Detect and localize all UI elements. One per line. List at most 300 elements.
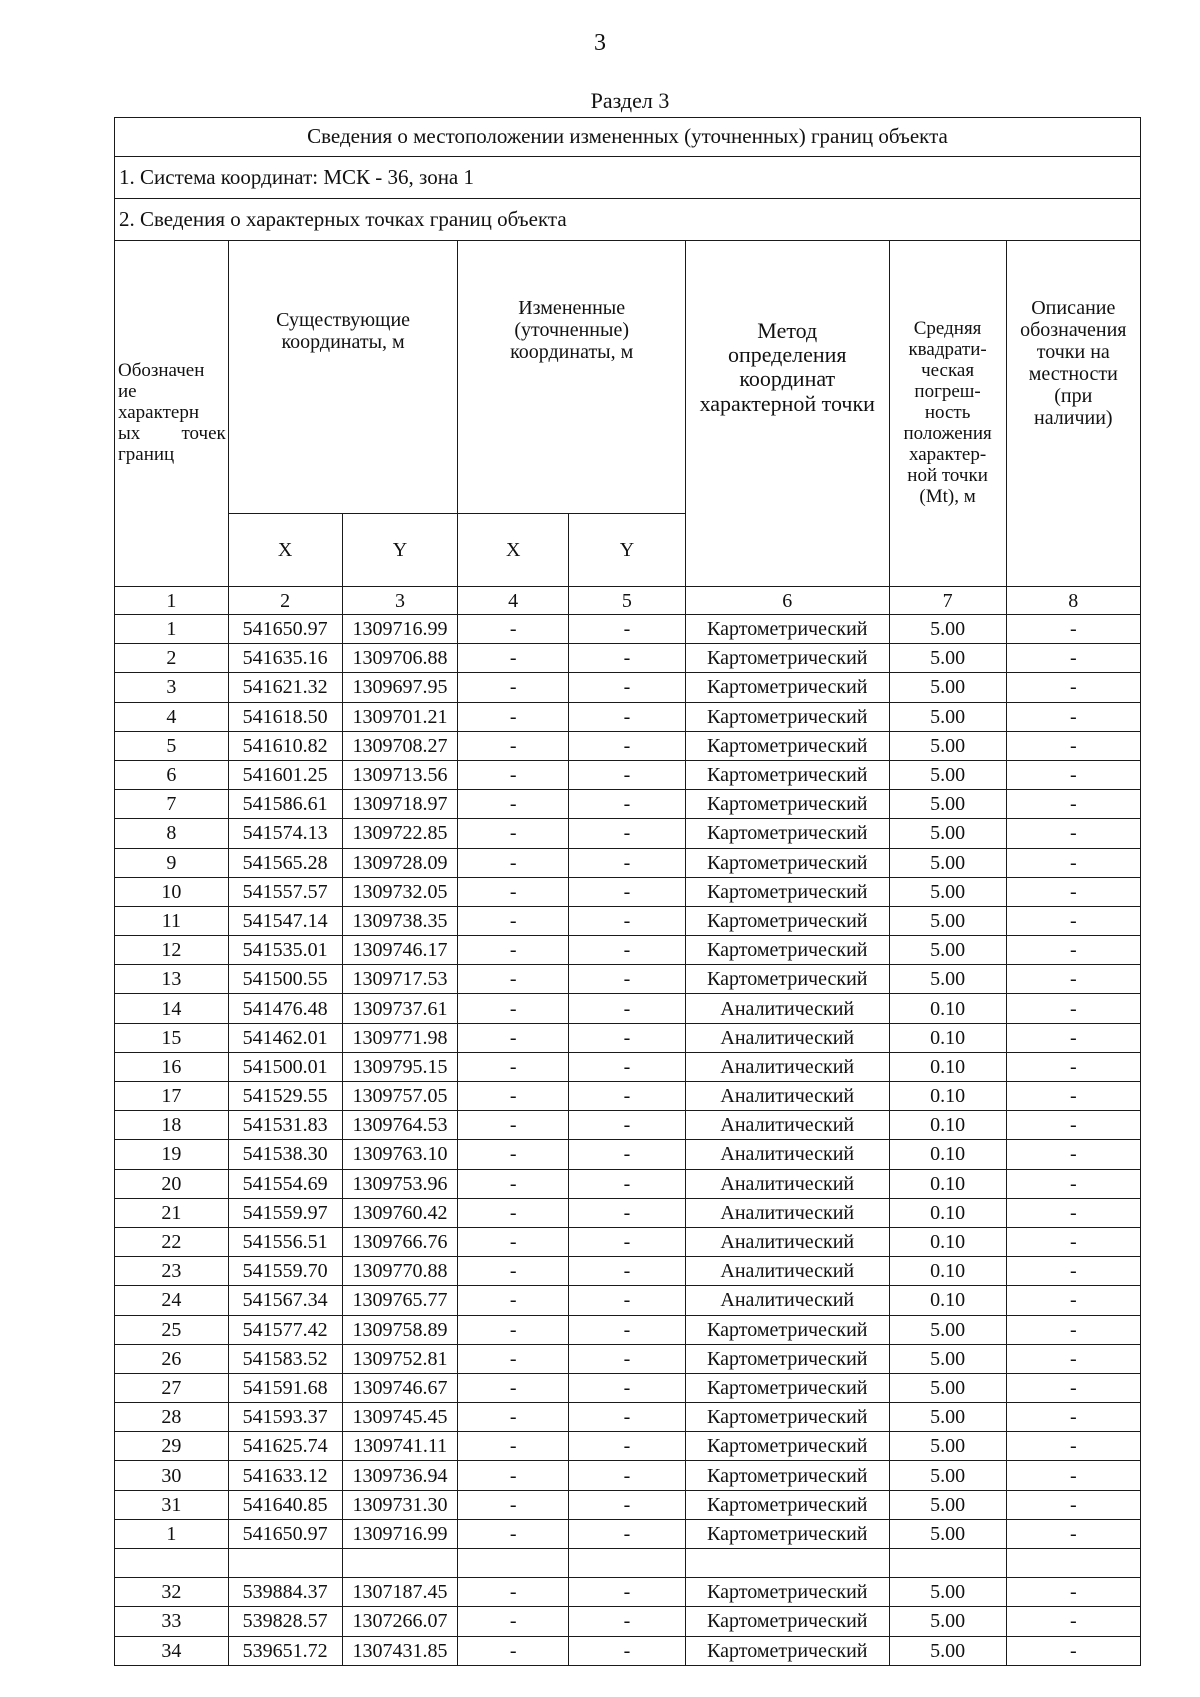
cell-point-id: 7	[115, 790, 229, 819]
cell-existing-y: 1309736.94	[342, 1461, 458, 1490]
cell-mse: 5.00	[889, 936, 1006, 965]
cell-changed-x: -	[458, 673, 569, 702]
cell-changed-y: -	[568, 1519, 685, 1548]
cell-method: Аналитический	[685, 1198, 889, 1227]
cell-existing-y: 1309713.56	[342, 760, 458, 789]
cell-existing-x: 541531.83	[228, 1111, 342, 1140]
cell-description: -	[1006, 1490, 1140, 1519]
header-existing-coords	[228, 241, 458, 514]
cell-existing-x: 541462.01	[228, 1023, 342, 1052]
cell-description: -	[1006, 790, 1140, 819]
cell-mse: 0.10	[889, 1257, 1006, 1286]
cell-method	[685, 1549, 889, 1578]
cell-description: -	[1006, 1023, 1140, 1052]
header-mse-line: квадрати-	[908, 339, 987, 361]
header-method-line: координат	[739, 366, 836, 392]
cell-changed-y: -	[568, 1344, 685, 1373]
table-row	[115, 1286, 1141, 1315]
cell-changed-y: -	[568, 1198, 685, 1227]
cell-description: -	[1006, 848, 1140, 877]
cell-mse: 5.00	[889, 1607, 1006, 1636]
cell-changed-x: -	[458, 1578, 569, 1607]
cell-existing-y: 1309763.10	[342, 1140, 458, 1169]
cell-existing-x: 541574.13	[228, 819, 342, 848]
cell-existing-x: 541583.52	[228, 1344, 342, 1373]
cell-changed-y: -	[568, 1169, 685, 1198]
cell-description: -	[1006, 1519, 1140, 1548]
cell-mse: 0.10	[889, 1023, 1006, 1052]
column-number: 8	[1006, 587, 1140, 615]
table-row	[115, 1140, 1141, 1169]
cell-method: Аналитический	[685, 1286, 889, 1315]
header-point-line: Обозначен	[118, 360, 205, 382]
cell-method: Картометрический	[685, 1578, 889, 1607]
cell-mse: 5.00	[889, 1315, 1006, 1344]
cell-changed-y: -	[568, 1636, 685, 1665]
cell-method: Картометрический	[685, 1490, 889, 1519]
cell-changed-y: -	[568, 1578, 685, 1607]
cell-existing-x: 541593.37	[228, 1403, 342, 1432]
cell-existing-y: 1307187.45	[342, 1578, 458, 1607]
cell-point-id: 12	[115, 936, 229, 965]
header-mse-line: характер-	[909, 443, 987, 465]
header-mse-line: ной точки	[907, 464, 988, 486]
table-row	[115, 1227, 1141, 1256]
cell-mse: 5.00	[889, 819, 1006, 848]
cell-description: -	[1006, 877, 1140, 906]
cell-description: -	[1006, 702, 1140, 731]
cell-existing-y: 1309717.53	[342, 965, 458, 994]
cell-existing-y: 1309741.11	[342, 1432, 458, 1461]
cell-changed-x: -	[458, 936, 569, 965]
cell-changed-y: -	[568, 936, 685, 965]
cell-changed-y: -	[568, 1461, 685, 1490]
cell-point-id: 29	[115, 1432, 229, 1461]
cell-existing-x: 541621.32	[228, 673, 342, 702]
cell-changed-y: -	[568, 848, 685, 877]
cell-existing-x: 541577.42	[228, 1315, 342, 1344]
header-point-word: точек	[181, 422, 226, 444]
cell-description: -	[1006, 965, 1140, 994]
cell-existing-x: 541586.61	[228, 790, 342, 819]
cell-existing-y: 1309738.35	[342, 906, 458, 935]
cell-description: -	[1006, 906, 1140, 935]
cell-existing-x: 539651.72	[228, 1636, 342, 1665]
cell-existing-x: 541650.97	[228, 1519, 342, 1548]
cell-point-id: 24	[115, 1286, 229, 1315]
cell-changed-y: -	[568, 1432, 685, 1461]
cell-changed-x: -	[458, 1111, 569, 1140]
header-point-word: ых	[118, 422, 141, 444]
table-row	[115, 1549, 1141, 1578]
cell-point-id: 32	[115, 1578, 229, 1607]
cell-existing-y: 1309731.30	[342, 1490, 458, 1519]
cell-description: -	[1006, 1636, 1140, 1665]
cell-description: -	[1006, 1578, 1140, 1607]
header-changed-line: Измененные	[518, 297, 626, 319]
table-row	[115, 906, 1141, 935]
cell-changed-x: -	[458, 1519, 569, 1548]
cell-description: -	[1006, 615, 1140, 644]
table-row	[115, 1111, 1141, 1140]
header-mse	[889, 241, 1006, 587]
cell-point-id: 10	[115, 877, 229, 906]
cell-mse: 5.00	[889, 673, 1006, 702]
table-row	[115, 965, 1141, 994]
cell-changed-x: -	[458, 1607, 569, 1636]
cell-mse: 5.00	[889, 644, 1006, 673]
cell-method: Картометрический	[685, 848, 889, 877]
cell-existing-y: 1307431.85	[342, 1636, 458, 1665]
cell-changed-y: -	[568, 877, 685, 906]
cell-mse: 5.00	[889, 1578, 1006, 1607]
header-description-line: обозначения	[1020, 319, 1127, 341]
cell-description: -	[1006, 731, 1140, 760]
table-row	[115, 1373, 1141, 1402]
table-row	[115, 1490, 1141, 1519]
header-existing-line: Существующие	[276, 309, 411, 331]
cell-method: Картометрический	[685, 1607, 889, 1636]
cell-existing-y: 1309758.89	[342, 1315, 458, 1344]
header-method-line: определения	[727, 342, 847, 368]
cell-changed-x: -	[458, 731, 569, 760]
header-changed-line: (уточненные)	[514, 319, 629, 341]
cell-description: -	[1006, 760, 1140, 789]
cell-mse: 0.10	[889, 1169, 1006, 1198]
table-row	[115, 877, 1141, 906]
cell-changed-x: -	[458, 790, 569, 819]
cell-changed-x: -	[458, 1315, 569, 1344]
cell-description: -	[1006, 1607, 1140, 1636]
cell-existing-x: 541535.01	[228, 936, 342, 965]
cell-changed-y	[568, 1549, 685, 1578]
cell-existing-x: 541559.70	[228, 1257, 342, 1286]
cell-description: -	[1006, 1344, 1140, 1373]
cell-method: Аналитический	[685, 1140, 889, 1169]
cell-changed-x: -	[458, 965, 569, 994]
table-row	[115, 1315, 1141, 1344]
cell-point-id	[115, 1549, 229, 1578]
header-mse-line: ческая	[921, 360, 975, 382]
cell-point-id: 6	[115, 760, 229, 789]
table-row	[115, 1023, 1141, 1052]
column-number: 4	[458, 587, 569, 615]
cell-changed-x: -	[458, 1403, 569, 1432]
column-number: 2	[228, 587, 342, 615]
cell-point-id: 9	[115, 848, 229, 877]
table-row	[115, 936, 1141, 965]
cell-changed-x: -	[458, 644, 569, 673]
cell-changed-y: -	[568, 1082, 685, 1111]
cell-changed-y: -	[568, 906, 685, 935]
cell-method: Картометрический	[685, 790, 889, 819]
header-point-designation	[115, 241, 229, 587]
cell-mse: 0.10	[889, 1286, 1006, 1315]
cell-changed-x: -	[458, 1432, 569, 1461]
cell-changed-y: -	[568, 1607, 685, 1636]
cell-changed-y: -	[568, 644, 685, 673]
table-row	[115, 1169, 1141, 1198]
cell-existing-x: 541547.14	[228, 906, 342, 935]
cell-existing-x: 541559.97	[228, 1198, 342, 1227]
cell-existing-y: 1309701.21	[342, 702, 458, 731]
cell-point-id: 2	[115, 644, 229, 673]
cell-method: Картометрический	[685, 731, 889, 760]
cell-description: -	[1006, 1432, 1140, 1461]
cell-method: Аналитический	[685, 1052, 889, 1081]
cell-method: Картометрический	[685, 1519, 889, 1548]
header-description-line: точки на	[1036, 341, 1110, 363]
cell-mse: 5.00	[889, 1344, 1006, 1373]
cell-changed-y: -	[568, 1111, 685, 1140]
cell-method: Аналитический	[685, 1169, 889, 1198]
cell-existing-y: 1309771.98	[342, 1023, 458, 1052]
table-row	[115, 1519, 1141, 1548]
cell-method: Картометрический	[685, 936, 889, 965]
cell-existing-x: 541557.57	[228, 877, 342, 906]
cell-changed-y: -	[568, 790, 685, 819]
cell-point-id: 21	[115, 1198, 229, 1227]
cell-mse: 0.10	[889, 994, 1006, 1023]
cell-changed-x: -	[458, 819, 569, 848]
cell-point-id: 14	[115, 994, 229, 1023]
cell-changed-y: -	[568, 702, 685, 731]
cell-point-id: 34	[115, 1636, 229, 1665]
cell-existing-x: 541567.34	[228, 1286, 342, 1315]
cell-method: Картометрический	[685, 644, 889, 673]
cell-method: Аналитический	[685, 1257, 889, 1286]
cell-existing-x: 541554.69	[228, 1169, 342, 1198]
cell-changed-x: -	[458, 1257, 569, 1286]
cell-changed-y: -	[568, 1257, 685, 1286]
cell-existing-x: 541500.01	[228, 1052, 342, 1081]
cell-point-id: 31	[115, 1490, 229, 1519]
cell-method: Картометрический	[685, 1373, 889, 1402]
table-row	[115, 1461, 1141, 1490]
header-point-line: характерн	[118, 402, 200, 424]
cell-mse: 5.00	[889, 1519, 1006, 1548]
header-mse-line: ность	[924, 402, 971, 424]
cell-point-id: 8	[115, 819, 229, 848]
cell-existing-x: 541556.51	[228, 1227, 342, 1256]
cell-description: -	[1006, 1169, 1140, 1198]
cell-method: Картометрический	[685, 615, 889, 644]
cell-description: -	[1006, 673, 1140, 702]
cell-changed-x: -	[458, 1023, 569, 1052]
header-mse-line: положения	[903, 422, 992, 444]
cell-point-id: 5	[115, 731, 229, 760]
cell-existing-y: 1309716.99	[342, 615, 458, 644]
cell-changed-y: -	[568, 1227, 685, 1256]
cell-existing-x	[228, 1549, 342, 1578]
cell-description: -	[1006, 936, 1140, 965]
cell-existing-x: 541635.16	[228, 644, 342, 673]
cell-existing-x: 541529.55	[228, 1082, 342, 1111]
table-row	[115, 1578, 1141, 1607]
table-row	[115, 1403, 1141, 1432]
cell-existing-y: 1309745.45	[342, 1403, 458, 1432]
cell-existing-x: 541650.97	[228, 615, 342, 644]
table-row	[115, 673, 1141, 702]
cell-point-id: 28	[115, 1403, 229, 1432]
cell-description: -	[1006, 1403, 1140, 1432]
cell-existing-y: 1309795.15	[342, 1052, 458, 1081]
cell-changed-x: -	[458, 1227, 569, 1256]
boundary-points-table	[114, 117, 1141, 1666]
cell-description: -	[1006, 1052, 1140, 1081]
cell-changed-x: -	[458, 760, 569, 789]
column-number-row	[115, 587, 1141, 615]
cell-changed-x: -	[458, 848, 569, 877]
cell-changed-x: -	[458, 1344, 569, 1373]
cell-description: -	[1006, 994, 1140, 1023]
cell-existing-y: 1309746.67	[342, 1373, 458, 1402]
cell-point-id: 23	[115, 1257, 229, 1286]
header-point-line: ие	[118, 381, 137, 403]
cell-changed-x: -	[458, 1082, 569, 1111]
table-row	[115, 731, 1141, 760]
cell-changed-x: -	[458, 1373, 569, 1402]
header-existing-line: координаты, м	[281, 331, 405, 353]
header-existing-x: X	[228, 514, 342, 587]
table-row	[115, 1607, 1141, 1636]
cell-changed-y: -	[568, 1140, 685, 1169]
cell-mse	[889, 1549, 1006, 1578]
cell-method: Картометрический	[685, 1315, 889, 1344]
cell-mse: 5.00	[889, 1490, 1006, 1519]
table-row	[115, 1636, 1141, 1665]
table-row	[115, 1082, 1141, 1111]
cell-description: -	[1006, 1111, 1140, 1140]
cell-changed-y: -	[568, 1286, 685, 1315]
cell-existing-y: 1309757.05	[342, 1082, 458, 1111]
cell-method: Картометрический	[685, 906, 889, 935]
column-number: 6	[685, 587, 889, 615]
cell-mse: 5.00	[889, 731, 1006, 760]
cell-changed-x: -	[458, 1461, 569, 1490]
header-point-line: границ	[118, 443, 175, 465]
cell-existing-y: 1309765.77	[342, 1286, 458, 1315]
cell-existing-x: 541618.50	[228, 702, 342, 731]
table-row	[115, 1432, 1141, 1461]
cell-existing-x: 541591.68	[228, 1373, 342, 1402]
cell-method: Картометрический	[685, 702, 889, 731]
cell-existing-y	[342, 1549, 458, 1578]
cell-existing-y: 1309770.88	[342, 1257, 458, 1286]
cell-point-id: 1	[115, 1519, 229, 1548]
column-number: 7	[889, 587, 1006, 615]
cell-changed-x: -	[458, 1490, 569, 1519]
cell-point-id: 15	[115, 1023, 229, 1052]
coord-system-label: 1. Система координат: МСК - 36, зона 1	[115, 157, 1141, 199]
cell-mse: 5.00	[889, 848, 1006, 877]
cell-description: -	[1006, 1227, 1140, 1256]
header-mse-line: (Mt), м	[919, 485, 976, 507]
header-method-line: Метод	[757, 318, 818, 343]
cell-existing-y: 1309752.81	[342, 1344, 458, 1373]
header-mse-line: Средняя	[913, 318, 982, 340]
cell-mse: 5.00	[889, 790, 1006, 819]
cell-existing-x: 541476.48	[228, 994, 342, 1023]
cell-method: Картометрический	[685, 1636, 889, 1665]
cell-existing-y: 1309706.88	[342, 644, 458, 673]
cell-point-id: 3	[115, 673, 229, 702]
cell-changed-y: -	[568, 1052, 685, 1081]
table-row	[115, 1257, 1141, 1286]
cell-point-id: 1	[115, 615, 229, 644]
cell-existing-x: 541565.28	[228, 848, 342, 877]
column-number: 3	[342, 587, 458, 615]
cell-mse: 5.00	[889, 760, 1006, 789]
header-changed-y: Y	[568, 514, 685, 587]
cell-existing-y: 1309722.85	[342, 819, 458, 848]
cell-mse: 0.10	[889, 1111, 1006, 1140]
cell-changed-y: -	[568, 1490, 685, 1519]
cell-existing-y: 1307266.07	[342, 1607, 458, 1636]
table-row	[115, 790, 1141, 819]
cell-description: -	[1006, 644, 1140, 673]
cell-mse: 0.10	[889, 1198, 1006, 1227]
cell-mse: 5.00	[889, 1403, 1006, 1432]
cell-point-id: 22	[115, 1227, 229, 1256]
cell-method: Картометрический	[685, 673, 889, 702]
header-description-line: Описание	[1031, 297, 1116, 319]
header-description-line: наличии)	[1034, 407, 1113, 429]
cell-method: Картометрический	[685, 1403, 889, 1432]
cell-changed-y: -	[568, 965, 685, 994]
header-changed-coords	[458, 241, 686, 514]
table-row	[115, 994, 1141, 1023]
cell-changed-x: -	[458, 1052, 569, 1081]
cell-existing-x: 541538.30	[228, 1140, 342, 1169]
cell-mse: 5.00	[889, 1461, 1006, 1490]
table-banner: Сведения о местоположении измененных (уточненных) границ объекта	[115, 118, 1141, 157]
cell-point-id: 26	[115, 1344, 229, 1373]
cell-method: Аналитический	[685, 1111, 889, 1140]
table-row	[115, 702, 1141, 731]
cell-method: Картометрический	[685, 1432, 889, 1461]
cell-method: Картометрический	[685, 965, 889, 994]
cell-changed-x: -	[458, 1140, 569, 1169]
cell-existing-x: 539828.57	[228, 1607, 342, 1636]
cell-changed-y: -	[568, 1315, 685, 1344]
cell-description	[1006, 1549, 1140, 1578]
section-title: Раздел 3	[590, 88, 670, 113]
cell-point-id: 20	[115, 1169, 229, 1198]
cell-existing-y: 1309728.09	[342, 848, 458, 877]
cell-changed-y: -	[568, 819, 685, 848]
cell-method: Аналитический	[685, 1023, 889, 1052]
cell-changed-y: -	[568, 673, 685, 702]
table-row	[115, 1344, 1141, 1373]
cell-changed-y: -	[568, 1373, 685, 1402]
cell-existing-y: 1309737.61	[342, 994, 458, 1023]
cell-existing-y: 1309718.97	[342, 790, 458, 819]
cell-point-id: 16	[115, 1052, 229, 1081]
cell-existing-x: 541640.85	[228, 1490, 342, 1519]
cell-mse: 5.00	[889, 615, 1006, 644]
cell-mse: 0.10	[889, 1140, 1006, 1169]
cell-mse: 5.00	[889, 1636, 1006, 1665]
cell-existing-x: 539884.37	[228, 1578, 342, 1607]
cell-changed-x: -	[458, 877, 569, 906]
cell-changed-x: -	[458, 1198, 569, 1227]
header-description-line: местности	[1028, 363, 1118, 385]
table-row	[115, 848, 1141, 877]
cell-method: Картометрический	[685, 1461, 889, 1490]
cell-mse: 5.00	[889, 702, 1006, 731]
table-row	[115, 819, 1141, 848]
